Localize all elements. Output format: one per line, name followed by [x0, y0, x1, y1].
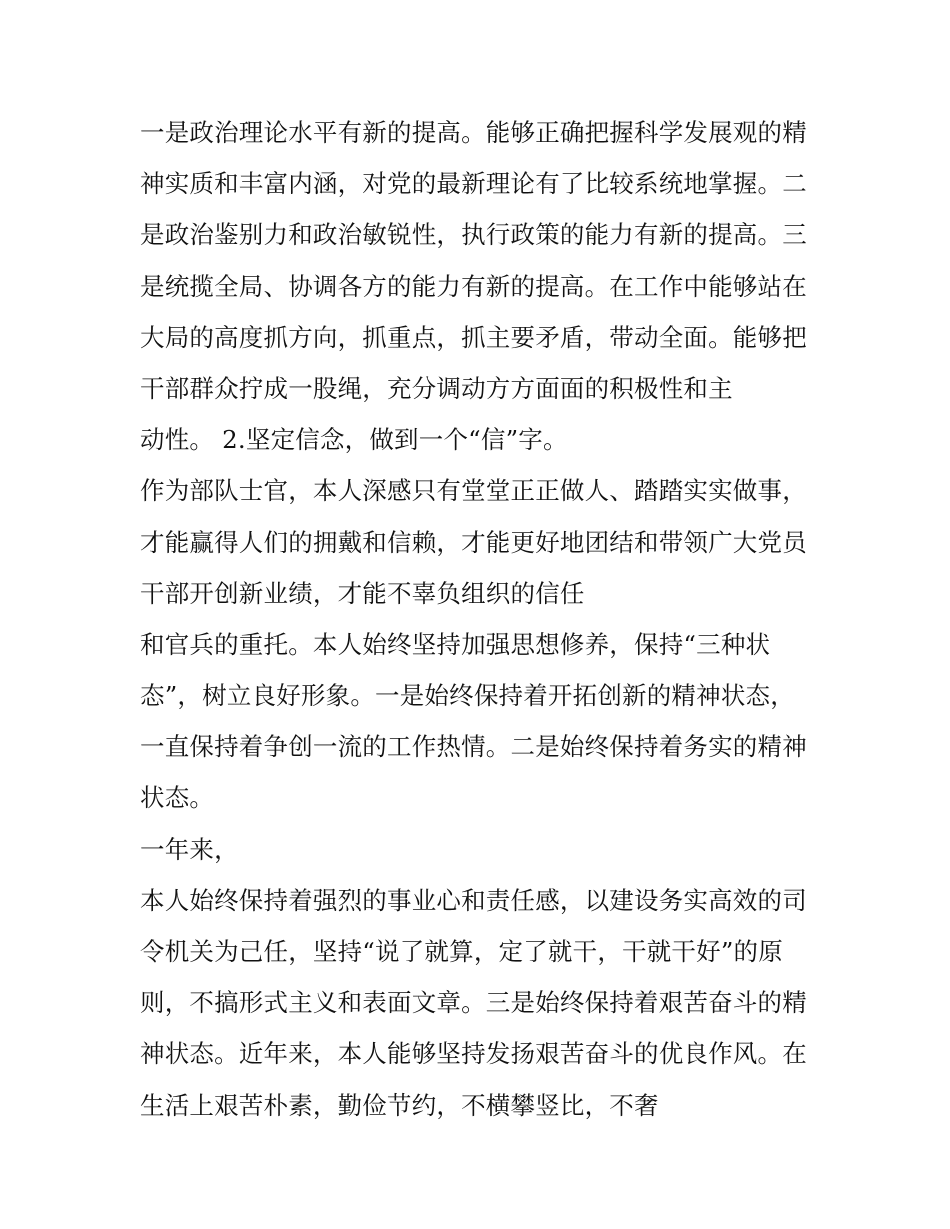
text-line: 干部群众拧成一股绳，充分调动方方面面的积极性和主 — [140, 373, 733, 403]
text-line: 是政治鉴别力和政治敏锐性，执行政策的能力有新的提高。三 — [140, 220, 807, 250]
text-line: 才能赢得人们的拥戴和信赖，才能更好地团结和带领广大党员 — [140, 527, 807, 557]
document-body — [140, 107, 830, 1131]
text-line: 神状态。近年来，本人能够坚持发扬艰苦奋斗的优良作风。在 — [140, 1039, 807, 1069]
text-line: 作为部队士官，本人深感只有堂堂正正做人、踏踏实实做事， — [140, 476, 807, 506]
text-line: 本人始终保持着强烈的事业心和责任感，以建设务实高效的司 — [140, 885, 807, 915]
text-line: 和官兵的重托。本人始终坚持加强思想修养，保持“三种状 — [140, 629, 771, 659]
text-line: 生活上艰苦朴素，勤俭节约，不横攀竖比，不奢 — [140, 1090, 659, 1120]
text-line: 干部开创新业绩，才能不辜负组织的信任 — [140, 578, 585, 608]
text-line: 是统揽全局、协调各方的能力有新的提高。在工作中能够站在 — [140, 271, 807, 301]
text-line: 大局的高度抓方向，抓重点，抓主要矛盾，带动全面。能够把 — [140, 322, 807, 352]
text-line: 则，不搞形式主义和表面文章。三是始终保持着艰苦奋斗的精 — [140, 988, 807, 1018]
text-line: 状态。 — [140, 783, 215, 813]
text-line: 神实质和丰富内涵，对党的最新理论有了比较系统地掌握。二 — [140, 169, 807, 199]
text-line: 一是政治理论水平有新的提高。能够正确把握科学发展观的精 — [140, 118, 807, 147]
text-line: 一年来， — [140, 834, 239, 864]
text-line: 令机关为己任，坚持“说了就算，定了就干，干就干好”的原 — [140, 937, 783, 966]
text-line: 动性。 2.坚定信念，做到一个“信”字。 — [140, 425, 568, 455]
text-line: 一直保持着争创一流的工作热情。二是始终保持着务实的精神 — [140, 732, 807, 762]
text-line: 态”，树立良好形象。一是始终保持着开拓创新的精神状态， — [140, 681, 795, 711]
